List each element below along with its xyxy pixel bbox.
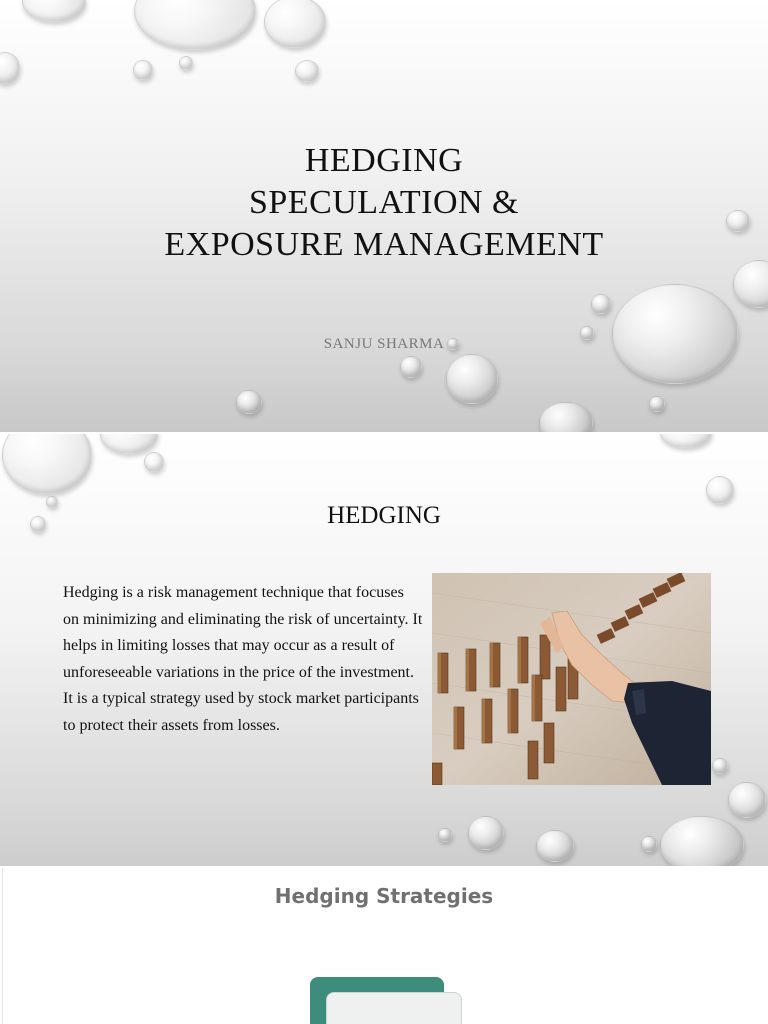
water-drop-decoration xyxy=(612,284,738,384)
water-drop-decoration xyxy=(295,60,319,82)
strategy-card[interactable] xyxy=(326,992,462,1024)
author-name: SANJU SHARMA xyxy=(323,336,445,352)
water-drop-decoration xyxy=(649,396,665,412)
water-drop-decoration xyxy=(706,476,734,504)
water-drop-decoration xyxy=(468,816,504,850)
hedging-description: Hedging is a risk management technique that focuses on minimizing and eliminating the risk of uncertainty. It helps in limiting losses that may occur as a result of unforeseeable variations in the price of the investment. It is a typical strategy used by stock market participants to protect their assets from losses. xyxy=(63,584,423,734)
water-drop-decoration xyxy=(536,830,574,862)
dominoes-photo xyxy=(432,573,711,785)
water-drop-decoration xyxy=(438,828,452,842)
water-drop-decoration xyxy=(144,452,164,472)
water-drop-decoration xyxy=(660,816,744,866)
water-drop-decoration xyxy=(400,356,422,378)
water-drop-decoration xyxy=(133,60,153,80)
title-line: HEDGING xyxy=(304,142,464,179)
water-drop-decoration xyxy=(22,0,86,22)
water-drop-decoration xyxy=(712,758,728,774)
water-drop-decoration xyxy=(591,294,611,314)
water-drop-decoration xyxy=(733,260,768,308)
water-drop-decoration xyxy=(728,782,766,818)
water-drop-decoration xyxy=(446,354,498,404)
water-drop-decoration xyxy=(264,0,326,48)
water-drop-decoration xyxy=(134,0,256,50)
water-drop-decoration xyxy=(179,56,193,70)
water-drop-decoration xyxy=(0,52,20,84)
water-drop-decoration xyxy=(100,434,158,454)
water-drop-decoration xyxy=(660,434,712,448)
title-line: SPECULATION & xyxy=(248,184,520,221)
slide-heading: Hedging Strategies xyxy=(274,884,494,908)
water-drop-decoration xyxy=(2,434,92,494)
title-slide[interactable] xyxy=(0,0,768,432)
hedging-strategies-slide[interactable] xyxy=(0,868,768,1024)
water-drop-decoration xyxy=(236,390,262,414)
presentation-title xyxy=(0,140,768,266)
water-drop-decoration xyxy=(641,836,657,852)
water-drop-decoration xyxy=(539,402,593,432)
title-line: EXPOSURE MANAGEMENT xyxy=(164,226,604,263)
hedging-slide[interactable] xyxy=(0,434,768,866)
slide-heading: HEDGING xyxy=(327,502,441,529)
